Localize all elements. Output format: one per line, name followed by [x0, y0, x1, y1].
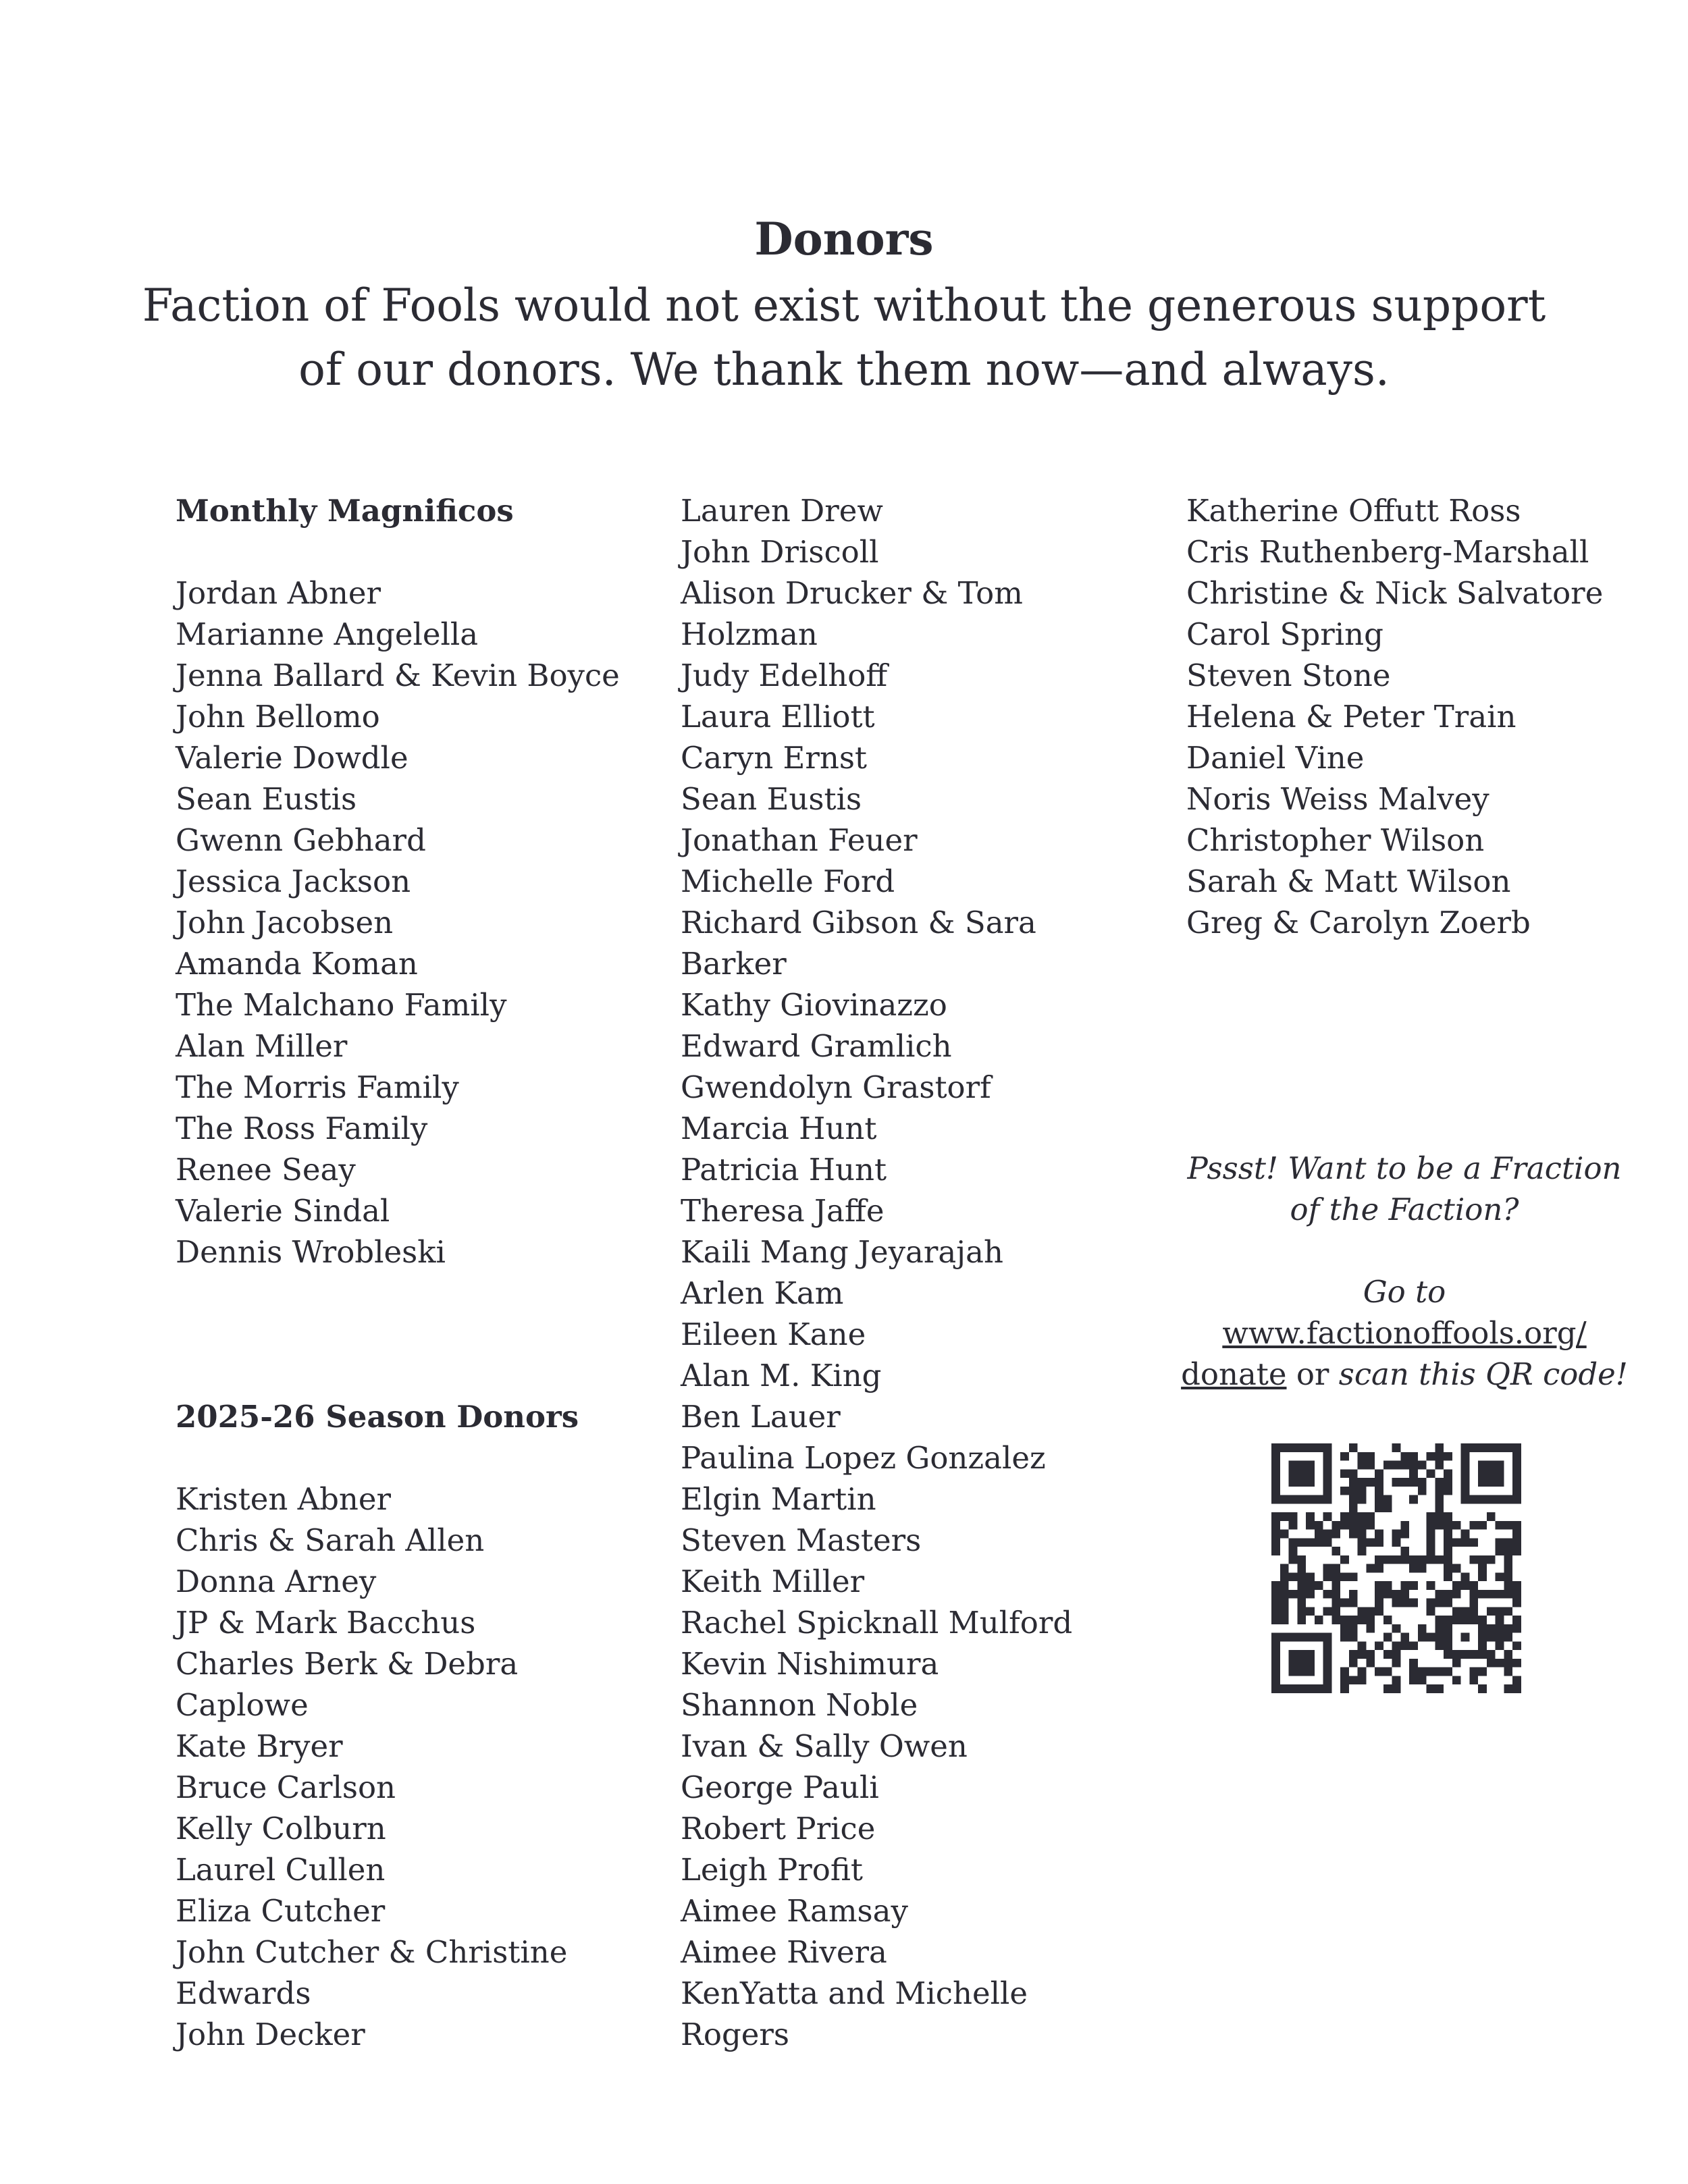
donor-name: John Jacobsen	[176, 905, 394, 940]
donor-name: Kaili Mang Jeyarajah	[681, 1234, 1003, 1270]
donor-name: Gwenn Gebhard	[176, 822, 426, 858]
donor-name: Renee Seay	[176, 1152, 356, 1188]
donor-name: Kathy Giovinazzo	[681, 987, 947, 1023]
donor-name: John Cutcher & Christine	[176, 1934, 568, 1970]
donate-link[interactable]: donate	[1181, 1356, 1287, 1392]
monthly-heading: Monthly Magnificos	[176, 493, 514, 529]
donor-name: Alan M. King	[681, 1358, 882, 1393]
donor-name: John Decker	[176, 2017, 365, 2052]
donor-name: Edwards	[176, 1975, 311, 2011]
donor-column-3	[1186, 490, 1603, 943]
intro-line: of our donors. We thank them now—and always.	[298, 344, 1390, 396]
promo-scan-text: scan this QR code!	[1338, 1356, 1628, 1392]
donor-name: Kristen Abner	[176, 1481, 392, 1517]
donor-name: Marcia Hunt	[681, 1111, 877, 1146]
intro-line: Faction of Fools would not exist without the generous support	[142, 279, 1546, 331]
donor-name: Ben Lauer	[681, 1399, 841, 1435]
donor-name: Valerie Dowdle	[176, 740, 408, 776]
donor-name: Kelly Colburn	[176, 1811, 386, 1846]
donor-name: Bruce Carlson	[176, 1769, 396, 1805]
donor-name: Aimee Rivera	[681, 1934, 887, 1970]
donor-name: Arlen Kam	[681, 1275, 844, 1311]
donor-name: Caplowe	[176, 1687, 309, 1723]
donor-name: Caryn Ernst	[681, 740, 867, 776]
promo-line: Pssst! Want to be a Fraction	[1187, 1150, 1622, 1186]
donate-promo	[1161, 1148, 1647, 1395]
season-donor-list	[681, 490, 1072, 2055]
donor-name: Keith Miller	[681, 1564, 865, 1599]
donor-name: Katherine Offutt Ross	[1186, 493, 1521, 529]
donor-name: Daniel Vine	[1186, 740, 1365, 776]
donor-name: Barker	[681, 946, 787, 982]
donor-name: Christopher Wilson	[1186, 822, 1485, 858]
donor-name: Judy Edelhoff	[681, 658, 888, 693]
intro-text	[95, 273, 1593, 402]
donor-name: Jordan Abner	[176, 575, 381, 611]
donor-name: Eliza Cutcher	[176, 1893, 386, 1929]
donor-name: Alison Drucker & Tom	[681, 575, 1023, 611]
donor-name: Marianne Angelella	[176, 616, 479, 652]
donor-name: Gwendolyn Grastorf	[681, 1069, 991, 1105]
donor-name: Sean Eustis	[176, 781, 357, 817]
donor-name: Holzman	[681, 616, 818, 652]
page-title: Donors	[754, 213, 934, 265]
donor-name: Jenna Ballard & Kevin Boyce	[176, 658, 620, 693]
donor-name: Laura Elliott	[681, 699, 875, 735]
donor-name: Valerie Sindal	[176, 1193, 390, 1229]
donor-name: Aimee Ramsay	[681, 1893, 908, 1929]
donor-name: Steven Stone	[1186, 658, 1391, 693]
donate-link[interactable]: www.factionoffools.org/	[1222, 1315, 1587, 1351]
donor-name: Rogers	[681, 2017, 790, 2052]
season-donor-list	[1186, 490, 1603, 943]
spacer	[1161, 1230, 1647, 1271]
donor-name: Sarah & Matt Wilson	[1186, 863, 1511, 899]
donor-name: Eileen Kane	[681, 1316, 866, 1352]
donor-name: Greg & Carolyn Zoerb	[1186, 905, 1531, 940]
promo-go-to: Go to	[1363, 1274, 1446, 1310]
donor-name: George Pauli	[681, 1769, 879, 1805]
donor-column-1	[176, 490, 620, 2055]
donor-name: Kate Bryer	[176, 1728, 343, 1764]
donor-name: Sean Eustis	[681, 781, 862, 817]
donor-name: Laurel Cullen	[176, 1852, 386, 1888]
donor-name: Helena & Peter Train	[1186, 699, 1516, 735]
donor-name: KenYatta and Michelle	[681, 1975, 1028, 2011]
donor-name: Dennis Wrobleski	[176, 1234, 446, 1270]
donor-name: Richard Gibson & Sara	[681, 905, 1036, 940]
donor-name: Jessica Jackson	[176, 863, 411, 899]
donor-name: Elgin Martin	[681, 1481, 876, 1517]
donor-name: Edward Gramlich	[681, 1028, 952, 1064]
donor-name: Robert Price	[681, 1811, 876, 1846]
donor-name: John Driscoll	[681, 534, 879, 570]
donor-name: Steven Masters	[681, 1522, 922, 1558]
season-donor-list	[176, 1479, 620, 2055]
donor-name: Amanda Koman	[176, 946, 418, 982]
donor-name: Alan Miller	[176, 1028, 348, 1064]
donor-name: Donna Arney	[176, 1564, 377, 1599]
donor-name: Jonathan Feuer	[681, 822, 918, 858]
donor-name: Shannon Noble	[681, 1687, 918, 1723]
season-heading: 2025-26 Season Donors	[176, 1399, 579, 1435]
spacer	[176, 1273, 620, 1396]
donor-name: Leigh Profit	[681, 1852, 863, 1888]
donor-name: Michelle Ford	[681, 863, 895, 899]
donor-name: Theresa Jaffe	[681, 1193, 885, 1229]
donor-name: Noris Weiss Malvey	[1186, 781, 1489, 817]
donor-name: Rachel Spicknall Mulford	[681, 1605, 1073, 1641]
donor-name: Ivan & Sally Owen	[681, 1728, 968, 1764]
donor-name: Lauren Drew	[681, 493, 883, 529]
donor-name: Charles Berk & Debra	[176, 1646, 519, 1682]
spacer	[176, 1437, 620, 1479]
promo-line: of the Faction?	[1290, 1192, 1519, 1227]
promo-connector: or	[1286, 1356, 1339, 1392]
donor-name: Chris & Sarah Allen	[176, 1522, 485, 1558]
qr-code-icon[interactable]	[1271, 1443, 1521, 1693]
spacer	[176, 531, 620, 572]
donor-name: John Bellomo	[176, 699, 380, 735]
donor-name: JP & Mark Bacchus	[176, 1605, 476, 1641]
donor-name: Christine & Nick Salvatore	[1186, 575, 1604, 611]
donor-name: Carol Spring	[1186, 616, 1383, 652]
donor-name: Paulina Lopez Gonzalez	[681, 1440, 1046, 1476]
donor-name: Cris Ruthenberg-Marshall	[1186, 534, 1589, 570]
donor-column-2	[681, 490, 1072, 2055]
monthly-donor-list	[176, 572, 620, 1273]
donor-name: The Malchano Family	[176, 987, 507, 1023]
donor-name: The Ross Family	[176, 1111, 428, 1146]
donor-name: The Morris Family	[176, 1069, 459, 1105]
donor-name: Kevin Nishimura	[681, 1646, 939, 1682]
donor-name: Patricia Hunt	[681, 1152, 887, 1188]
